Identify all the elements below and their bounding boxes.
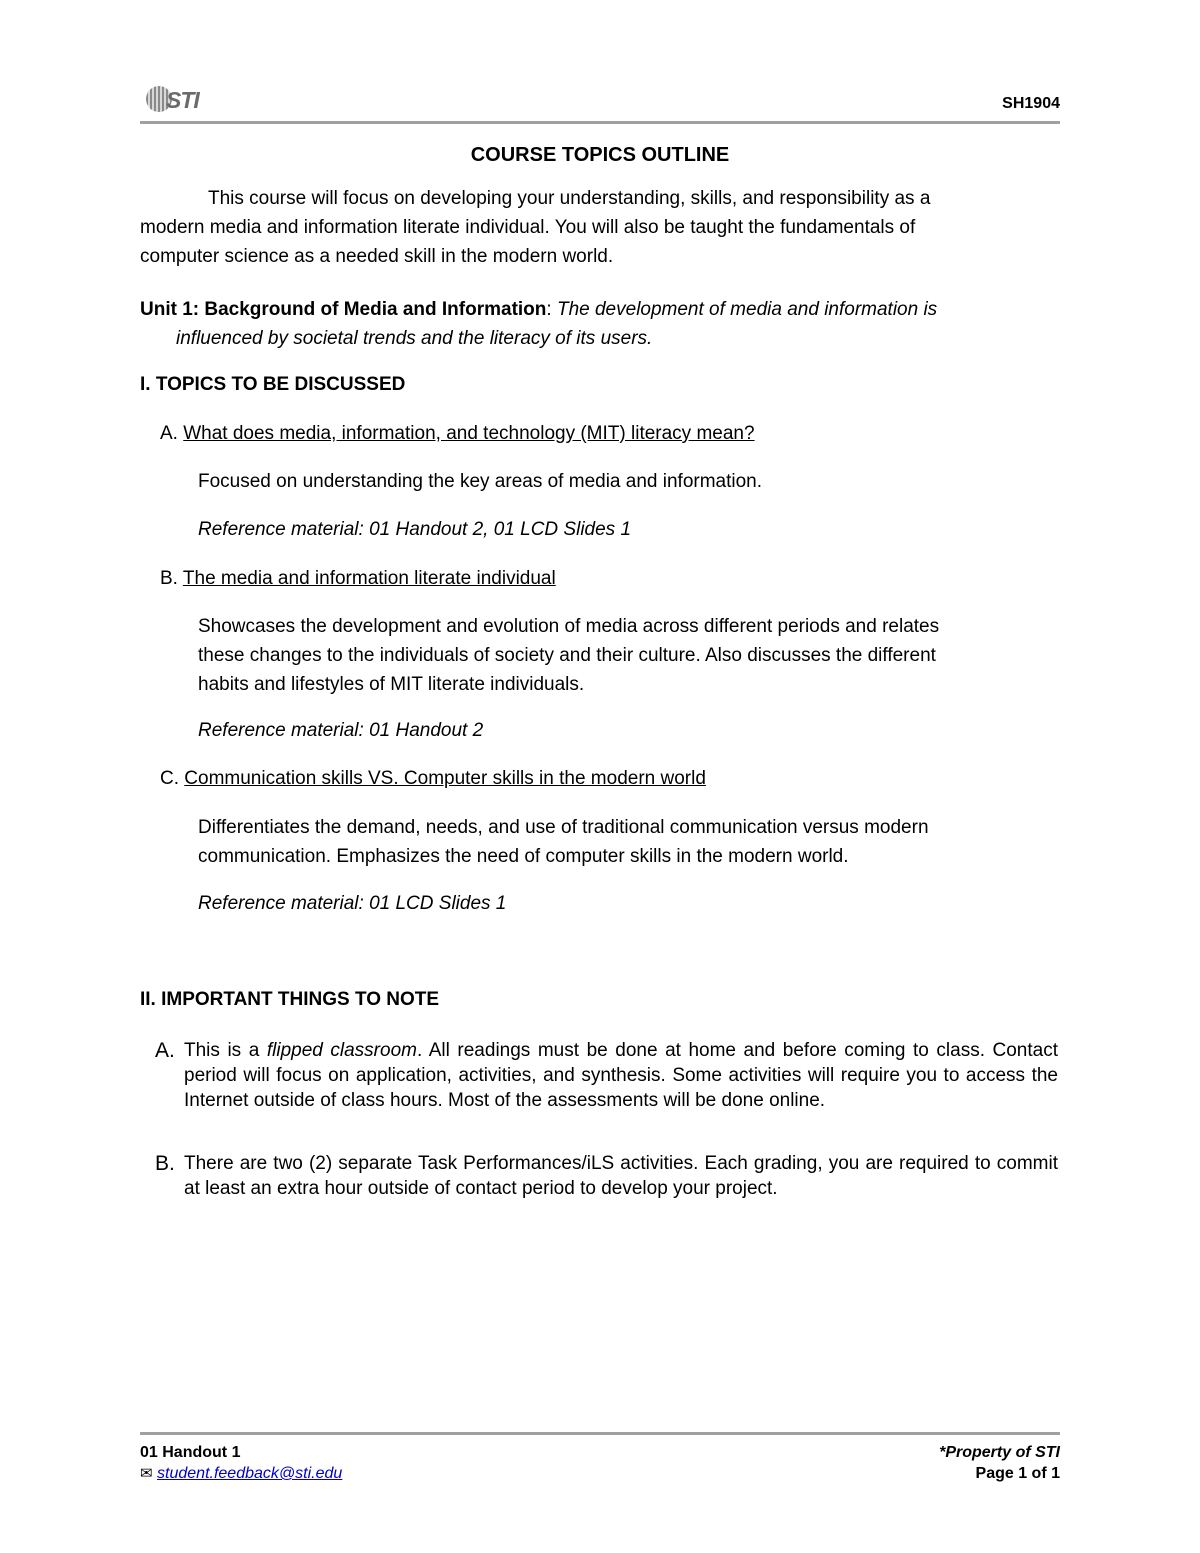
- intro-line: This course will focus on developing your understanding, skills, and responsibility as a: [208, 188, 931, 209]
- item-letter: B.: [160, 568, 178, 589]
- description-line: Differentiates the demand, needs, and use of traditional communication versus modern: [198, 817, 929, 838]
- topic-item-b-reference: Reference material: 01 Handout 2: [198, 720, 484, 741]
- document-code: SH1904: [1002, 95, 1060, 112]
- footer-divider: [140, 1432, 1060, 1435]
- topic-title: The media and information literate individual: [182, 568, 556, 589]
- description-line: communication. Emphasizes the need of computer skills in the modern world.: [198, 846, 849, 867]
- intro-line: computer science as a needed skill in the modern world.: [140, 246, 614, 267]
- mail-icon: ✉: [140, 1465, 153, 1482]
- footer-left: [140, 1442, 342, 1484]
- page-title: COURSE TOPICS OUTLINE: [470, 144, 730, 166]
- topic-item-b-description: [198, 612, 1058, 699]
- footer-doc-name: 01 Handout 1: [140, 1444, 241, 1461]
- sti-logo: [146, 86, 208, 114]
- page-header: [140, 80, 1060, 126]
- unit-description: The development of media and information is: [556, 299, 938, 320]
- note-text: . All readings must be done at home and before coming to class. Contact period will focus on application, activities, and synthesis. Some activities will require you to access the Internet outside of class hours. Most of the assessments will be done online.: [184, 1040, 1058, 1111]
- topic-item-b-heading: [160, 568, 556, 590]
- description-line: these changes to the individuals of society and their culture. Also discusses the different: [198, 645, 936, 666]
- topic-item-a-description: [198, 467, 1058, 496]
- topic-title: Communication skills VS. Computer skills in the modern world: [184, 768, 706, 789]
- item-letter: B.: [155, 1152, 175, 1175]
- unit-description-continued: influenced by societal trends and the literacy of its users.: [176, 328, 653, 349]
- description-line: Showcases the development and evolution of media across different periods and relates: [198, 616, 940, 637]
- note-text: There are two (2) separate Task Performances/iLS activities. Each grading, you are required to commit at least an extra hour outside of contact period to develop your project.: [184, 1153, 1058, 1199]
- note-item-b: [155, 1151, 1058, 1201]
- note-emphasis: flipped classroom: [266, 1040, 417, 1061]
- footer-right: [939, 1442, 1060, 1484]
- unit-heading: [140, 295, 1060, 353]
- description-line: habits and lifestyles of MIT literate individuals.: [198, 674, 585, 695]
- topic-item-c-description: [198, 813, 1058, 871]
- header-divider: [140, 121, 1060, 124]
- topic-item-a-reference: Reference material: 01 Handout 2, 01 LCD Slides 1: [198, 519, 632, 540]
- topic-title: What does media, information, and technology (MIT) literacy mean?: [183, 423, 755, 444]
- item-letter: C.: [160, 768, 179, 789]
- topic-item-a-heading: [160, 423, 755, 445]
- item-letter: A.: [160, 423, 178, 444]
- unit-label: Unit 1: Background of Media and Information: [140, 299, 547, 320]
- item-letter: A.: [155, 1039, 175, 1062]
- footer-property: *Property of STI: [939, 1444, 1060, 1461]
- note-item-a: [155, 1038, 1058, 1113]
- logo-text: STI: [166, 87, 199, 113]
- intro-line: modern media and information literate individual. You will also be taught the fundamentals of: [140, 217, 916, 238]
- note-text: This is a: [184, 1040, 267, 1061]
- topic-item-c-reference: Reference material: 01 LCD Slides 1: [198, 893, 507, 914]
- section-heading-notes: II. IMPORTANT THINGS TO NOTE: [140, 989, 440, 1010]
- feedback-email-link[interactable]: student.feedback@sti.edu: [157, 1465, 343, 1482]
- intro-paragraph: [140, 184, 1060, 271]
- section-heading-topics: I. TOPICS TO BE DISCUSSED: [140, 374, 406, 395]
- footer-page-number: Page 1 of 1: [975, 1465, 1060, 1482]
- topic-item-c-heading: [160, 768, 706, 790]
- unit-separator: :: [546, 299, 557, 320]
- description-line: Focused on understanding the key areas of media and information.: [198, 471, 763, 492]
